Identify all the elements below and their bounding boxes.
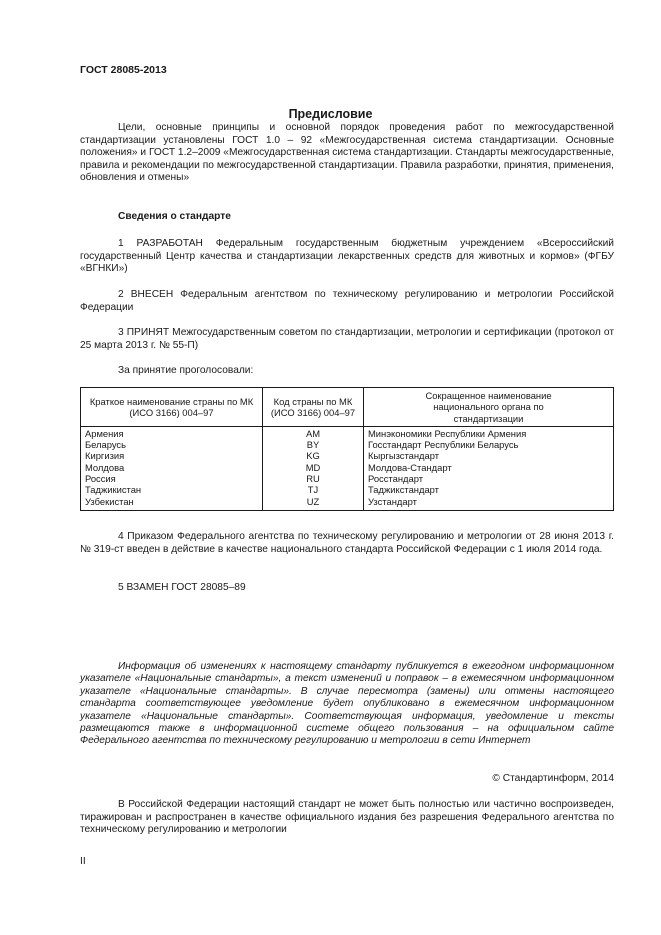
cell-body: Кыргызстандарт (364, 450, 614, 461)
item-2-paragraph: 2 ВНЕСЕН Федеральным агентством по техническому регулированию и метрологии Российской Федерации (80, 289, 614, 313)
cell-body: Росстандарт (364, 473, 614, 484)
page-number: II (80, 856, 86, 867)
cell-country: Молдова (81, 462, 263, 473)
cell-code: AM (263, 426, 364, 439)
item-5-paragraph: 5 ВЗАМЕН ГОСТ 28085–89 (118, 582, 246, 593)
item-4-paragraph: 4 Приказом Федерального агентства по техническому регулированию и метрологии от 28 июня 2013 г. № 319-ст введен в действие в качестве национального стандарта Российской Федерации с 1 июля 2014 года. (80, 531, 614, 555)
cell-country: Россия (81, 473, 263, 484)
table-row (81, 450, 614, 461)
cell-body: Молдова-Стандарт (364, 462, 614, 473)
cell-body: Таджикстандарт (364, 484, 614, 495)
cell-country: Армения (81, 426, 263, 439)
document-id: ГОСТ 28085-2013 (80, 64, 167, 76)
table-row (81, 439, 614, 450)
legal-paragraph: В Российской Федерации настоящий стандарт не может быть полностью или частично воспроизведен, тиражирован и распространен в качестве официального издания без разрешения Федерального агентства по техническому регулированию и метрологии (80, 799, 614, 836)
cell-country: Узбекистан (81, 496, 263, 511)
table-row (81, 496, 614, 511)
cell-code: TJ (263, 484, 364, 495)
page-title: Предисловие (288, 107, 373, 121)
cell-body: Госстандарт Республики Беларусь (364, 439, 614, 450)
cell-code: BY (263, 439, 364, 450)
table-row (81, 473, 614, 484)
cell-country: Киргизия (81, 450, 263, 461)
cell-code: KG (263, 450, 364, 461)
table-header-row (81, 388, 614, 427)
item-1-paragraph: 1 РАЗРАБОТАН Федеральным государственным бюджетным учреждением «Всероссийский государственный Центр качества и стандартизации лекарственных средств для животных и кормов» (ФГБУ «ВГНКИ») (80, 238, 614, 275)
cell-country: Беларусь (81, 439, 263, 450)
cell-body: Узстандарт (364, 496, 614, 511)
table-row (81, 484, 614, 495)
column-header-code: Код страны по МК (ИСО 3166) 004–97 (263, 388, 364, 427)
cell-country: Таджикистан (81, 484, 263, 495)
cell-code: UZ (263, 496, 364, 511)
copyright-line: © Стандартинформ, 2014 (492, 773, 614, 784)
table-row (81, 426, 614, 439)
member-states-table (80, 387, 614, 511)
cell-code: RU (263, 473, 364, 484)
info-heading: Сведения о стандарте (118, 211, 231, 222)
cell-body: Минэкономики Республики Армения (364, 426, 614, 439)
table-row (81, 462, 614, 473)
column-header-body: Сокращенное наименование национального органа по стандартизации (364, 388, 614, 427)
change-notice-paragraph: Информация об изменениях к настоящему стандарту публикуется в ежегодном информационном указателе «Национальные стандарты», а текст изменений и поправок – в ежемесячном информационном указателе «Национальные стандарты». В случае пересмотра (замены) или отмены настоящего стандарта соответствующее уведомление будет опубликовано в ежемесячном информационном указателе «Национальные стандарты». Соответствующая информация, уведомление и тексты размещаются также в информационной системе общего пользования – на официальном сайте Федерального агентства по техническому регулированию и метрологии в сети Интернет (80, 661, 614, 747)
intro-paragraph: Цели, основные принципы и основной порядок проведения работ по межгосударственной стандартизации установлены ГОСТ 1.0 – 92 «Межгосударственная система стандартизации. Основные положения» и ГОСТ 1.2–2009 «Межгосударственная система стандартизации. Стандарты межгосударственные, правила и рекомендации по межгосударственной стандартизации. Правила разработки, принятия, применения, обновления и отмены» (80, 122, 614, 184)
item-3-paragraph: 3 ПРИНЯТ Межгосударственным советом по стандартизации, метрологии и сертификации (протокол от 25 марта 2013 г. № 55-П) (80, 327, 614, 351)
column-header-country: Краткое наименование страны по МК (ИСО 3166) 004–97 (81, 388, 263, 427)
cell-code: MD (263, 462, 364, 473)
vote-label: За принятие проголосовали: (118, 365, 254, 376)
